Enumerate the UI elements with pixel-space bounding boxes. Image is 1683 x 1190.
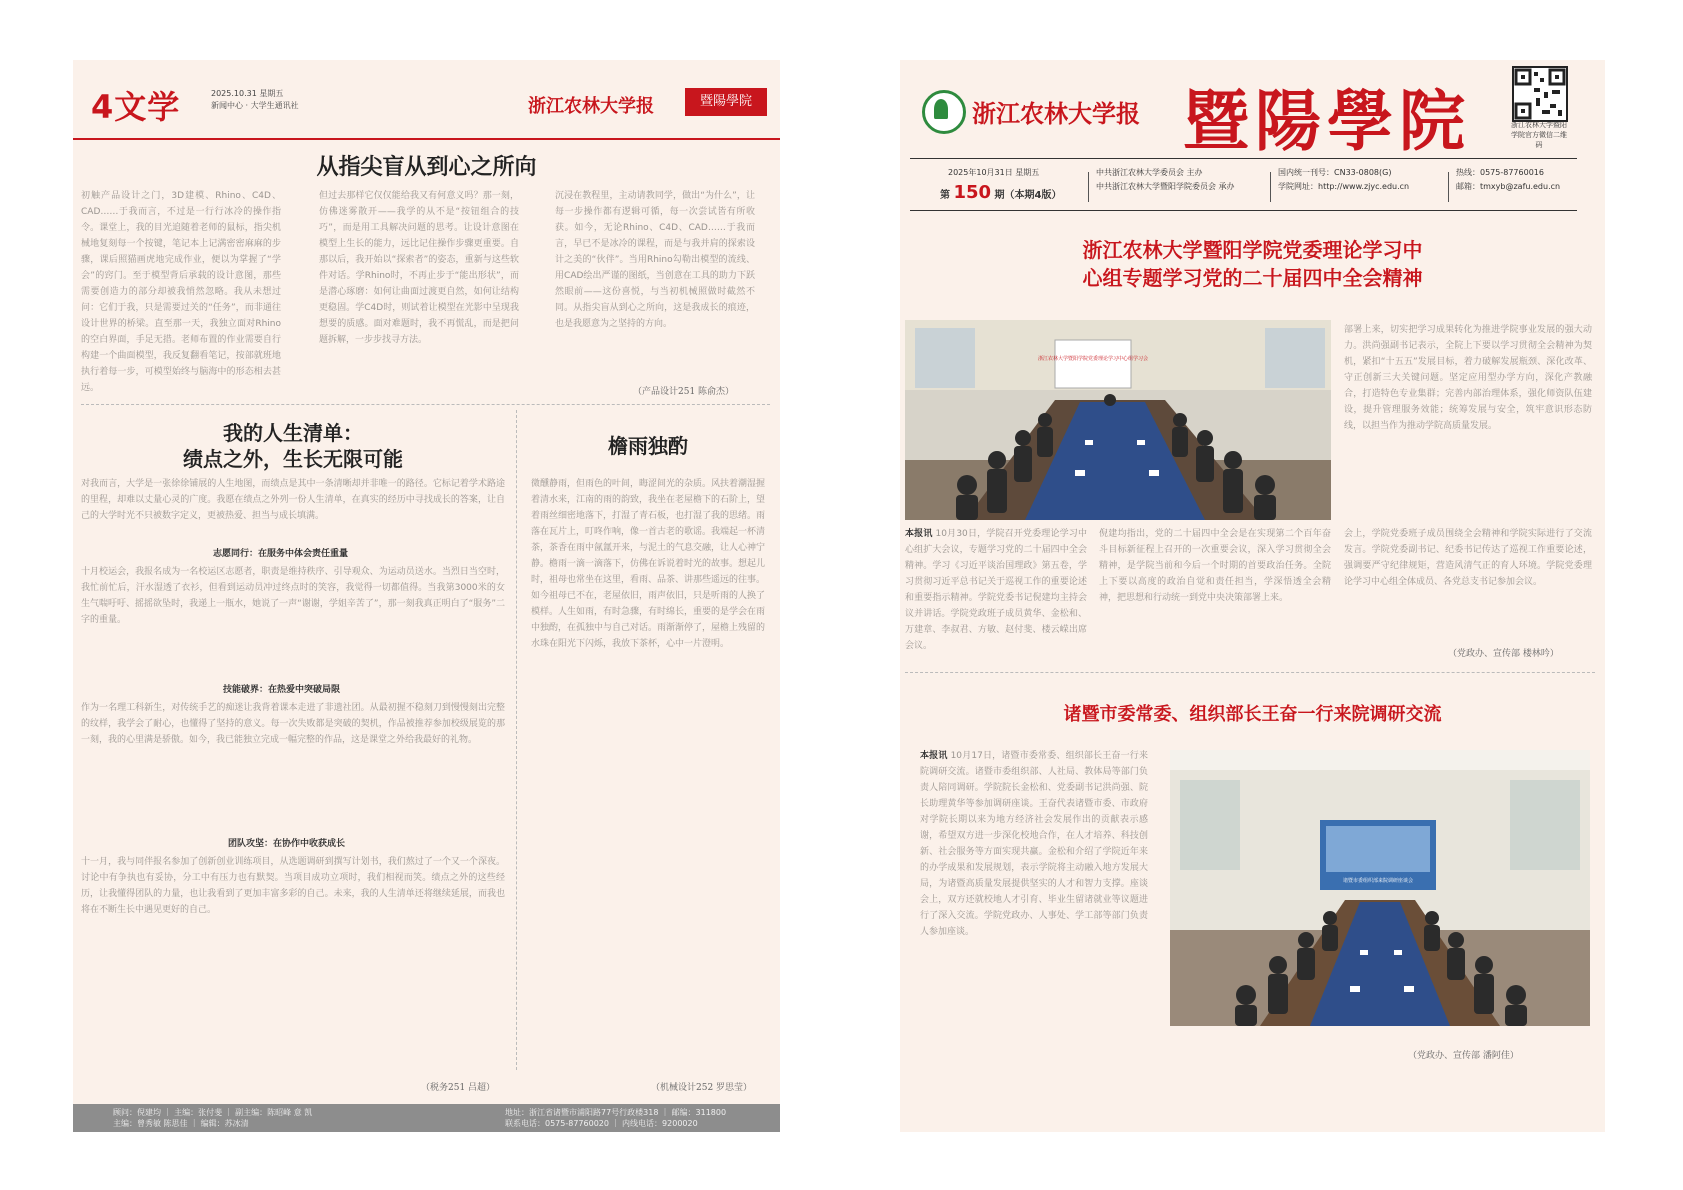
article-signature: （党政办、宣传部 楼林吟） — [1448, 649, 1559, 659]
section-title: 4文学 — [91, 88, 181, 126]
sponsor-line: 中共浙江农林大学暨阳学院委员会 承办 — [1096, 182, 1235, 191]
website: 学院网址：http://www.zjyc.edu.cn — [1278, 182, 1410, 191]
article-signature: （机械设计252 罗思莹） — [651, 1083, 753, 1093]
lead-label: 本报讯 — [920, 751, 948, 761]
title-line: 绩点之外，生长无限可能 — [183, 447, 403, 471]
article-body-col1 — [905, 526, 1087, 654]
cn-number: 国内统一刊号：CN33-0808(G) — [1278, 168, 1392, 177]
article-paragraph: 10月17日，诸暨市委常委、组织部长王奋一行来院调研交流。诸暨市委组织部、人社局、教体局等部门负责人陪同调研。学院院长金松和、党委副书记洪尚强、院长助理黄华等参加调研座谈。王奋代表诸暨市委、市政府对学院长期以来为地方经济社会发展作出的贡献表示感谢，希望双方进一步深化校地合作，在人才培养、科技创新、社会服务等方面实现共赢。金松和介绍了学院近年来的办学成果和发展规划，表示学院将主动融入地方发展大局，为诸暨高质量发展提供坚实的人才和智力支撑。座谈会上，双方还就校地人才引育、毕业生留诸就业等议题进行了深入交流。学院党政办、人事处、学工部等部门负责人参加座谈。 — [920, 751, 1148, 937]
right-newspaper-page — [900, 60, 1605, 1132]
article-title: 从指尖盲从到心之所向 — [316, 155, 537, 180]
editors-line: 新闻中心 · 大学生通讯社 — [211, 101, 299, 110]
subheading: 志愿同行：在服务中体会责任重量 — [213, 549, 349, 559]
divider — [1088, 172, 1089, 202]
header-rule — [910, 158, 1577, 159]
article-paragraph: 十月校运会，我报名成为一名校运区志愿者，职责是维持秩序、引导观众、为运动员送水。当烈日当空时，我忙前忙后，汗水湿透了衣衫，但看到运动员冲过终点时的笑容，我觉得一切都值得。当我第3000米的女生气喘吁吁、摇摇欲坠时，我递上一瓶水，她说了一声“谢谢，学姐辛苦了”，那一刻我真正明白了“服务”二字的重量。 — [81, 567, 505, 625]
article-intro: 对我而言，大学是一张徐徐铺展的人生地图，而绩点是其中一条清晰却并非唯一的路径。它标记着学术路途的里程，却难以丈量心灵的广度。我愿在绩点之外列一份人生清单，在真实的经历中寻找成长的答案，让自己的大学时光不只被数字定义，更被热爱、担当与成长填满。 — [81, 479, 505, 521]
article-body — [920, 748, 1148, 1074]
article-signature: （税务251 吕超） — [421, 1083, 496, 1093]
paper-name: 浙江农林大学报 — [972, 99, 1140, 128]
publication-info — [1278, 166, 1409, 194]
article-signature: （产品设计251 陈俞杰） — [633, 387, 735, 397]
subheading: 团队攻坚：在协作中收获成长 — [228, 839, 346, 849]
screen-text: 浙江农林大学暨阳学院党委理论学习中心组学习会 — [1037, 356, 1149, 362]
article-body-col3: 会上，学院党委班子成员围绕全会精神和学院实际进行了交流发言。学院党委副书记、纪委书记传达了巡视工作重要论述，强调要严守纪律规矩，营造风清气正的育人环境。学院党委理论学习中心组全体成员、各党总支书记参加会议。 — [1344, 529, 1592, 587]
article-body-col2: 但过去那样它仅仅能给我又有何意义吗？那一刻，仿佛迷雾散开——我学的从不是“按钮组合的技巧”，而是用工具解决问题的思考。让设计意图在模型上生长的能力，远比记住操作步骤更重要。自那以后，我开始以“探索者”的姿态，重新与这些软件对话。学Rhino时，不再止步于“能出形状”，而是潜心琢磨：如何让曲面过渡更自然，如何让结构更稳固。学C4D时，则试着让模型在光影中呈现我想要的质感。面对难题时，我不再慌乱，而是把问题拆解，一步步找寻方法。 — [319, 191, 519, 345]
qr-caption: 浙江农林大学暨阳学院官方微信二维码 — [1511, 121, 1567, 149]
issue-date: 2025.10.31 星期五 — [211, 89, 284, 98]
footer-line: 主编：曾秀敏 陈思佳 ｜ 编辑：苏冰清 — [113, 1119, 249, 1128]
footer-line: 联系电话：0575-87760020 ｜ 内线电话：9200020 — [505, 1119, 698, 1128]
paper-tag: 暨陽學院 — [685, 88, 767, 116]
email: 邮箱：tmxyb@zafu.edu.cn — [1456, 182, 1561, 191]
divider — [1270, 172, 1271, 202]
subheading: 技能破界：在热爱中突破局限 — [223, 685, 341, 695]
left-newspaper-page — [73, 60, 780, 1132]
paper-name: 浙江农林大学报 — [528, 96, 654, 117]
issue-date: 2025年10月31日 星期五 — [948, 168, 1040, 177]
meeting-photo — [905, 320, 1331, 520]
footer-line: 顾问：倪建均 ｜ 主编：张付斐 ｜ 副主编：陈昭峰 意 凯 — [113, 1108, 313, 1117]
qr-code-icon — [1512, 66, 1568, 122]
title-line: 浙江农林大学暨阳学院党委理论学习中 — [1082, 238, 1423, 262]
article-body: 微醺静雨，但雨色的叶间，晦涩间光的杂质。风扶着潮湿握着清水来，江南的雨的韵致，我坐在老屋檐下的石阶上，望着雨丝细密地落下，打湿了青石板，也打湿了我的思绪。雨落在瓦片上，叮咚作响，像一首古老的歌谣。我端起一杯清茶，茶香在雨中氤氲开来，与泥土的气息交融，让人心神宁静。檐雨一滴一滴落下，仿佛在诉说着时光的故事。想起儿时，祖母也常坐在这里，看雨、品茶、讲那些遥远的往事。如今祖母已不在，老屋依旧，雨声依旧，只是听雨的人换了模样。人生如雨，有时急骤，有时绵长，重要的是学会在雨中独酌，在孤独中与自己对话。雨渐渐停了，屋檐上残留的水珠在阳光下闪烁，我放下茶杯，心中一片澄明。 — [531, 479, 765, 649]
article-title — [113, 420, 473, 472]
issue-prefix: 第 — [940, 190, 950, 201]
university-logo-icon — [922, 90, 966, 134]
sponsors — [1096, 166, 1235, 194]
title-line: 我的人生清单： — [223, 421, 363, 445]
article-title: 诸暨市委常委、组织部长王奋一行来院调研交流 — [1063, 704, 1442, 725]
page-meta — [211, 88, 299, 112]
header-rule — [910, 210, 1577, 211]
issue-num: 150 — [953, 182, 992, 203]
article-body-col1: 初触产品设计之门，3D建模、Rhino、C4D、CAD……于我而言，不过是一行行冰冷的操作指令。课堂上，我的目光追随着老师的鼠标，指尖机械地复刻每一个按键，笔记本上记满密密麻麻的步骤，课后照猫画虎地完成作业，便以为掌握了“学会”的窍门。至于模型背后承载的设计意图，那些需要创造力的部分却被我悄然忽略。我从未想过问：它们于我，只是需要过关的“任务”，而非通往设计世界的桥梁。直至那一天，我独立面对Rhino的空白界面，手足无措。老师布置的作业需要自行构建一个曲面模型，我反复翻看笔记，按部就班地执行着每一步，可模型始终与脑海中的形态相去甚远。 — [81, 191, 281, 393]
page-footer — [73, 1104, 780, 1132]
footer-staff — [113, 1107, 312, 1129]
contact-info — [1456, 166, 1560, 194]
screen-text: 诸暨市委组织部来院调研座谈会 — [1342, 878, 1414, 884]
issue-suffix: 期（本期4版） — [994, 190, 1062, 201]
article-body-right: 部署上来，切实把学习成果转化为推进学院事业发展的强大动力。洪尚强副书记表示，全院上下要以学习贯彻全会精神为契机，紧扣“十五五”发展目标，着力破解发展瓶颈、深化改革、守正创新三大关键问题。坚定应用型办学方向，深化产教融合，打造特色专业集群；完善内部治理体系，强化师资队伍建设，提升管理服务效能；统筹发展与安全，筑牢意识形态防线，以担当作为推动学院高质量发展。 — [1344, 325, 1592, 431]
article-paragraph: 作为一名理工科新生，对传统手艺的痴迷让我背着课本走进了非遗社团。从最初握不稳刻刀到慢慢刻出完整的纹样，我学会了耐心，也懂得了坚持的意义。每一次失败都是突破的契机，作品被推荐参加校级展览的那一刻，我的心里满是骄傲。如今，我已能独立完成一幅完整的作品，这是课堂之外给我最好的礼物。 — [81, 703, 505, 745]
divider — [1448, 172, 1449, 202]
issue-number — [940, 182, 1062, 203]
header-rule — [73, 138, 780, 140]
footer-address — [505, 1107, 726, 1129]
paper-brand: 暨陽學院 — [1183, 82, 1471, 160]
article-paragraph: 十一月，我与同伴报名参加了创新创业训练项目，从选题调研到撰写计划书，我们熬过了一个又一个深夜。讨论中有争执也有妥协，分工中有压力也有默契。当项目成功立项时，我们相视而笑。绩点之外的这些经历，让我懂得团队的力量，也让我看到了更加丰富多彩的自己。未来，我的人生清单还将继续延展，而我也将在不断生长中遇见更好的自己。 — [81, 857, 505, 915]
lead-label: 本报讯 — [905, 529, 933, 539]
divider — [516, 410, 517, 1070]
article-title: 檐雨独酌 — [608, 434, 688, 458]
article-title — [900, 236, 1605, 292]
article-body-col2: 倪建均指出，党的二十届四中全会是在实现第二个百年奋斗目标新征程上召开的一次重要会议，深入学习贯彻全会精神，是学院当前和今后一个时期的首要政治任务。全院上下要以高度的政治自觉和责任担当，学深悟透全会精神，把思想和行动统一到党中央决策部署上来。 — [1099, 529, 1331, 603]
title-line: 心组专题学习党的二十届四中全会精神 — [1082, 266, 1423, 290]
sponsor-line: 中共浙江农林大学委员会 主办 — [1096, 168, 1203, 177]
article-paragraph: 10月30日，学院召开党委理论学习中心组扩大会议，专题学习党的二十届四中全会精神。学习《习近平谈治国理政》第五卷，学习贯彻习近平总书记关于巡视工作的重要论述和重要指示精神。学院党委书记倪建均主持会议并讲话。学院党政班子成员黄华、金松和、万建章、李叔君、方敏、赵付斐、楼云嵘出席会议。 — [905, 529, 1087, 651]
divider — [81, 404, 770, 405]
hotline: 热线：0575-87760016 — [1456, 168, 1544, 177]
article-signature: （党政办、宣传部 潘阿佳） — [1408, 1051, 1519, 1061]
meeting-photo — [1170, 750, 1590, 1026]
footer-line: 地址：浙江省诸暨市浦阳路77号行政楼318 ｜ 邮编：311800 — [505, 1108, 727, 1117]
article-body-col3: 沉浸在教程里，主动请教同学，做出“为什么”，让每一步操作都有逻辑可循，每一次尝试皆有所收获。如今，无论Rhino、C4D、CAD……于我而言，早已不是冰冷的课程，而是与我并肩的探索设计之美的“伙伴”。当用Rhino勾勒出模型的流线、用CAD绘出严谨的图纸，当创意在工具的助力下跃然眼前——这份喜悦，与当初机械照做时截然不同。从指尖盲从到心之所向，这是我成长的痕迹，也是我愿意为之坚持的方向。 — [555, 191, 755, 329]
divider — [905, 672, 1595, 673]
